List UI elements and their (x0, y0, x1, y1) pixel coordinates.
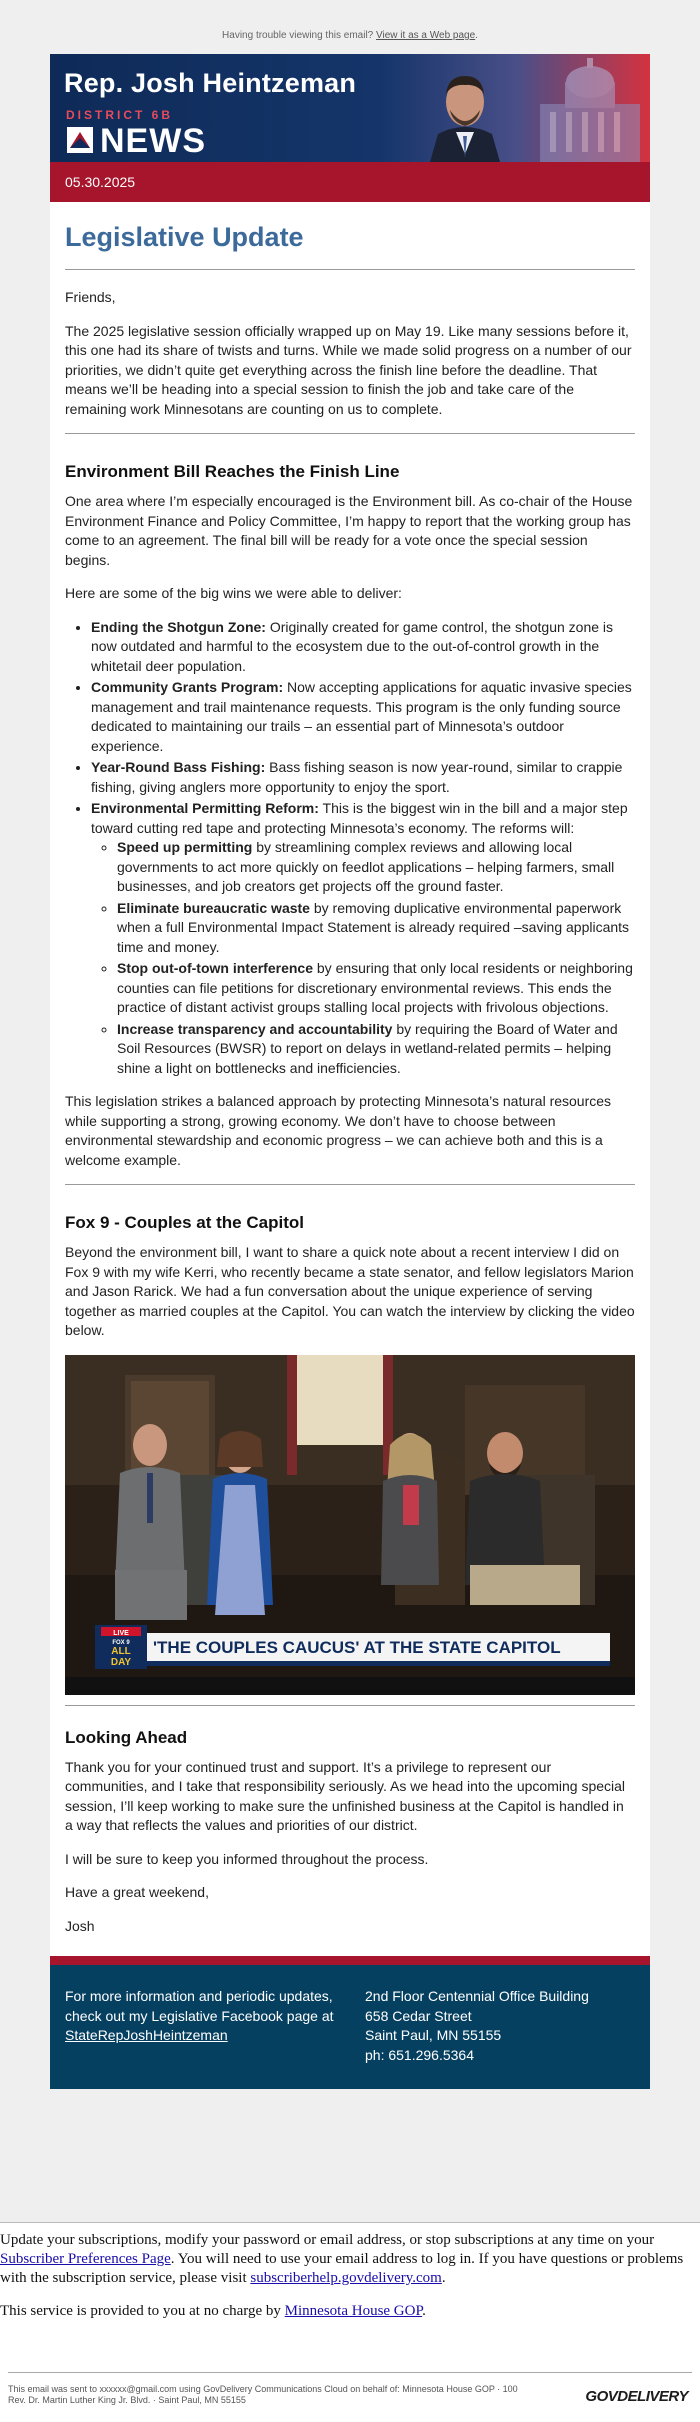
show-logo-top: FOX 9 (112, 1639, 130, 1646)
keep-informed-paragraph: I will be sure to keep you informed throughout the process. (65, 1850, 429, 1867)
footer-accent-bar (50, 1956, 650, 1965)
divider (8, 2372, 692, 2373)
minnesota-house-gop-link[interactable]: Minnesota House GOP (284, 2303, 423, 2319)
address-line: 2nd Floor Centennial Office Building (365, 1988, 589, 2004)
newsletter-card (50, 54, 650, 2089)
divider (65, 433, 635, 434)
closing: Have a great weekend, (65, 1884, 209, 1900)
subscription-paragraph: Update your subscriptions, modify your password or email address, or stop subscriptions at any time on your Subscriber Preferences Page. You will need to use your email address to log in. If you have questions or problems with the subscription service, please visit subscriberhelp.govdelivery.com. (0, 2232, 684, 2286)
footer-facebook-column (65, 1987, 365, 2065)
signature: Josh (65, 1917, 95, 1934)
video-scene (65, 1355, 635, 1695)
wins-list (65, 618, 635, 1079)
list-item: • Community Grants Program: Now accepting applications for aquatic invasive species management and trail maintenance requests. This program is the only funding source dedicated to maintaining our trails – an essential part of Minnesota’s outdoor experience. (91, 678, 635, 756)
subscriber-preferences-link[interactable]: Subscriber Preferences Page (0, 2251, 171, 2267)
divider (65, 1705, 635, 1706)
sub-list-item: ◦ Speed up permitting by streamlining complex reviews and allowing local governments to act more quickly on feedlot applications – helping farmers, small businesses, and job creators get projects off the ground faster. (117, 838, 635, 897)
address-line: Saint Paul, MN 55155 (365, 2027, 502, 2043)
header-banner (50, 54, 650, 162)
section-title-looking-ahead: Looking Ahead (65, 1727, 188, 1747)
footer-address-column (365, 1987, 635, 2065)
banner-district: DISTRICT 6B (66, 108, 174, 122)
section-title-environment: Environment Bill Reaches the Finish Line (65, 462, 400, 481)
banner-title: Rep. Josh Heintzeman (64, 68, 357, 98)
legal-footer: This email was sent to xxxxxx@gmail.com using GovDelivery Communications Cloud on behalf of: Minnesota House GOP · 100 Rev. Dr. Martin Luther King Jr. Blvd. · Saint Paul, MN 55155 (8, 2384, 518, 2405)
subscriber-help-link[interactable]: subscriberhelp.govdelivery.com (250, 2270, 442, 2286)
phone-number: ph: 651.296.5364 (365, 2046, 474, 2063)
preheader: Having trouble viewing this email? View it as a Web page. (222, 30, 478, 41)
reforms-sublist (91, 838, 635, 1078)
sub-list-item: ◦ Stop out-of-town interference by ensuring that only local residents or neighboring counties can file petitions for discretionary environmental reviews. This ends the practice of distant activist groups stalling local projects with frivolous objections. (117, 959, 635, 1018)
environment-paragraph-2: Here are some of the big wins we were able to deliver: (65, 585, 402, 601)
govdelivery-logo[interactable]: GOVDELIVERY (585, 2388, 688, 2405)
list-item: • Ending the Shotgun Zone: Originally created for game control, the shotgun zone is now outdated and harmful to the ecosystem due to the out-of-control growth in the whitetail deer population. (91, 618, 635, 677)
divider (65, 269, 635, 270)
greeting: Friends, (65, 289, 116, 305)
address-line: 658 Cedar Street (365, 2007, 472, 2024)
live-badge: LIVE (113, 1629, 129, 1637)
page-title: Legislative Update (65, 222, 304, 252)
intro-paragraph: The 2025 legislative session officially wrapped up on May 19. Like many sessions before it, this one had its share of twists and turns. While we made solid progress on a number of our priorities, we didn’t quite get everything across the finish line before the deadline. That means we’ll be heading into a special session to finish the job and take care of the remaining work Minnesotans are counting on us to complete. (65, 322, 632, 417)
environment-paragraph-1: One area where I’m especially encouraged is the Environment bill. As co-chair of the House Environment Finance and Policy Committee, I’m happy to report that the working group has come to an agreement. The final bill will be ready for a vote once the special session begins. (65, 493, 633, 568)
sub-list-item: ◦ Eliminate bureaucratic waste by removing duplicative environmental paperwork when a full Environmental Impact Statement is already required –saving applicants time and money. (117, 899, 635, 958)
environment-paragraph-3: This legislation strikes a balanced approach by protecting Minnesota’s natural resources while supporting a strong, growing economy. We don’t have to choose between environmental stewardship and economic progress – we can achieve both and this is a welcome example. (65, 1093, 612, 1168)
sub-list-item: ◦ Increase transparency and accountability by requiring the Board of Water and Soil Resources (BWSR) to report on delays in wetland-related permits – helping shine a light on bottlenecks and inefficiencies. (117, 1020, 635, 1079)
subscription-notice (0, 2222, 700, 2335)
list-item: • Environmental Permitting Reform: This is the biggest win in the bill and a major step toward cutting red tape and protecting Minnesota’s economy. The reforms will: ◦ Speed up permitting by streamlining complex reviews and allowing local governments to act more quickly on feedlot applications – helping farmers, small businesses, and job creators get projects off the ground faster. ◦ Eliminate bureaucratic waste by removing duplicative environmental paperwork when a full Environmental Impact Statement is already required –saving applicants time and money. ◦ Stop out-of-town interference by ensuring that only local residents or neighboring counties can file petitions for discretionary environmental reviews. This ends the practice of distant activist groups stalling local projects with frivolous objections. ◦ Increase transparency and accountability by requiring the Board of Water and Soil Resources (BWSR) to report on delays in wetland-related permits – helping shine a light on bottlenecks and inefficiencies. (91, 799, 635, 1078)
show-logo-bot: DAY (110, 1656, 132, 1668)
section-title-fox9: Fox 9 - Couples at the Capitol (65, 1213, 304, 1232)
service-provider-paragraph: This service is provided to you at no charge by Minnesota House GOP. (0, 2303, 426, 2319)
preheader-text: Having trouble viewing this email? (222, 30, 374, 41)
list-item: • Year-Round Bass Fishing: Bass fishing season is now year-round, similar to crappie fishing, giving anglers more opportunity to enjoy the sport. (91, 758, 635, 797)
looking-ahead-paragraph: Thank you for your continued trust and support. It’s a privilege to represent our communities, and I take that responsibility seriously. As we head into the upcoming special session, I’ll keep working to make sure the unfinished business at the Capitol is handled in a way that reflects the values and priorities of our district. (65, 1758, 626, 1833)
view-web-page-link[interactable]: View it as a Web page (376, 30, 476, 41)
video-caption: 'THE COUPLES CAUCUS' AT THE STATE CAPITOL (153, 1637, 561, 1657)
divider (65, 1184, 635, 1185)
facebook-page-link[interactable]: StateRepJoshHeintzeman (65, 2027, 228, 2043)
newsletter-body (50, 202, 650, 1956)
fox9-paragraph: Beyond the environment bill, I want to share a quick note about a recent interview I did on Fox 9 with my wife Kerri, who recently became a state senator, and fellow legislators Marion and Jason Rarick. We had a fun conversation about the unique experience of serving together as married couples at the Capitol. You can watch the interview by clicking the video below. (65, 1244, 635, 1338)
banner-news: NEWS (100, 122, 206, 160)
fox9-video-thumbnail[interactable] (65, 1355, 635, 1695)
minnesota-flag-icon (66, 126, 94, 154)
show-logo-mid: ALL (111, 1645, 131, 1657)
contact-footer (50, 1965, 650, 2089)
footer-facebook-text: For more information and periodic updates, check out my Legislative Facebook page at (65, 1988, 334, 2024)
capitol-and-portrait-image (390, 54, 650, 162)
issue-date: 05.30.2025 (50, 162, 650, 202)
